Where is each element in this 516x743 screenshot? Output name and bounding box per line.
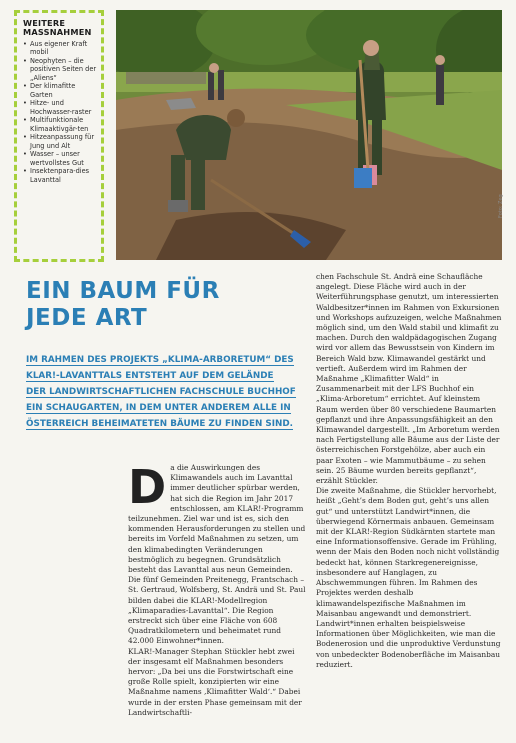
headline-line-1: EIN BAUM FÜR bbox=[26, 278, 220, 304]
body-paragraph: a die Auswirkungen des Klimawandels auch im Lavanttal immer deutlicher spürbar werden, hat sich die Region im Jahr 2017 entschlossen, am KLAR!-Programm teilzunehmen. Ziel war und ist es, sich den kommenden Herausforderungen zu stellen und bereits im Vorfeld Maßnahmen zu setzen, um den klimabedingten Veränderungen bestmöglich zu begegnen. Grundsätzlich besteht das Lavanttal aus neun Gemeinden. Die fünf Gemeinden Preitenegg, Frantschach – St. Gertraud, Wolfsberg, St. Andrä und St. Paul bilden dabei die KLAR!-Modellregion „Klimaparadies-Lavanttal“. Die Region erstreckt sich über eine Fläche von 608 Quadratkilometern und beheimatet rund 42.000 Einwohner*innen. bbox=[128, 463, 306, 646]
headline-line-2: JEDE ART bbox=[26, 305, 148, 331]
list-item: • Multifunktionale Klimaaktivgär-ten bbox=[23, 116, 97, 133]
body-column-1 bbox=[128, 460, 306, 718]
sidebar-title-line-1: WEITERE bbox=[23, 18, 66, 28]
list-item: • Hitze- und Hochwasser-raster bbox=[23, 99, 97, 116]
body-paragraph: KLAR!-Manager Stephan Stückler hebt zwei der insgesamt elf Maßnahmen besonders hervor: „Da bei uns die Forstwirtschaft eine große Rolle spielt, konzipierten wir eine Maßnahme namens ‚Klimafitter Wald‘.“ Dabei wurde in der ersten Phase gemeinsam mit der Landwirtschaftli- bbox=[128, 646, 302, 717]
list-item: • Der klimafitte Garten bbox=[23, 82, 97, 99]
article-headline bbox=[26, 278, 296, 332]
further-measures-box bbox=[14, 10, 104, 262]
tree-planting-photo bbox=[116, 10, 502, 260]
list-item: • Neophyten – die positiven Seiten der „Aliens“ bbox=[23, 57, 97, 83]
article-lead bbox=[26, 353, 296, 433]
body-column-2 bbox=[316, 272, 504, 670]
lead-text: IM RAHMEN DES PROJEKTS „KLIMA-ARBORETUM“ DES KLAR!-LAVANTTALS ENTSTEHT AUF DEM GELÄNDE DER LANDWIRTSCHAFTLICHEN FACHSCHULE BUCHHOF EIN SCHAUGARTEN, IN DEM UNTER ANDEREM ALLE IN ÖSTERREICH BEHEIMATETEN BÄUME ZU FINDEN SIND. bbox=[26, 355, 296, 429]
sidebar-title-line-2: MASSNAHMEN bbox=[23, 27, 92, 38]
list-item: • Wasser – unser wertvollstes Gut bbox=[23, 150, 97, 167]
drop-cap: D bbox=[128, 460, 167, 514]
body-paragraph: Die zweite Maßnahme, die Stückler hervorhebt, heißt „Geht’s dem Boden gut, geht’s uns allen gut“ und unterstützt Landwirt*innen, die überwiegend Körnermais anbauen. Gemeinsam mit der KLAR!-Region Südkärnten startete man eine Informationsoffensive. Gerade im Frühling, wenn der Mais den Boden noch nicht vollständig bedeckt hat, können Starkregenereignisse, insbesondere auf Hanglagen, zu Abschwemmungen führen. Im Rahmen des Projektes werden deshalb klimawandelspezifische Maßnahmen im Maisanbau angewandt und demonstriert. Landwirt*innen erhalten beispielsweise Informationen über Möglichkeiten, wie man die Bodenerosion und die unproduktive Verdunstung von unbedeckter Bodenoberfläche im Maisanbau reduziert. bbox=[316, 486, 501, 669]
list-item: • Hitzeanpassung für Jung und Alt bbox=[23, 133, 97, 150]
sidebar-title bbox=[23, 19, 97, 38]
photo-credit: Foto: Zeg bbox=[498, 194, 504, 218]
measures-list bbox=[23, 40, 97, 185]
list-item: • Aus eigener Kraft mobil bbox=[23, 40, 97, 57]
body-paragraph: chen Fachschule St. Andrä eine Schaufläche angelegt. Diese Fläche wird auch in der Weiterführungsphase genutzt, um interessierten Waldbesitzer*innen im Rahmen von Exkursionen und Workshops aufzuzeigen, welche Maßnahmen möglich sind, um den Wald stabil und klimafit zu machen. Durch den waldpädagogischen Zugang wird vor allem das Bewusstsein von Kindern im Bereich Wald bzw. Klimawandel gestärkt und vertieft. Außerdem wird im Rahmen der Maßnahme „Klimafitter Wald“ in Zusammenarbeit mit der LFS Buchhof ein „Klima-Arboretum“ errichtet. Auf kleinstem Raum werden über 80 verschiedene Baumarten gepflanzt und ihre Anpassungsfähigkeit an den Klimawandel dargestellt. „Im Arboretum werden nach Fertigstellung alle Bäume aus der Liste der österreichischen Forstgehölze, aber auch ein paar Exoten – wie Mammutbäume – zu sehen sein. 25 Bäume wurden bereits gepflanzt“, erzählt Stückler. bbox=[316, 272, 502, 486]
list-item: • Insektenpara-dies Lavanttal bbox=[23, 167, 97, 184]
